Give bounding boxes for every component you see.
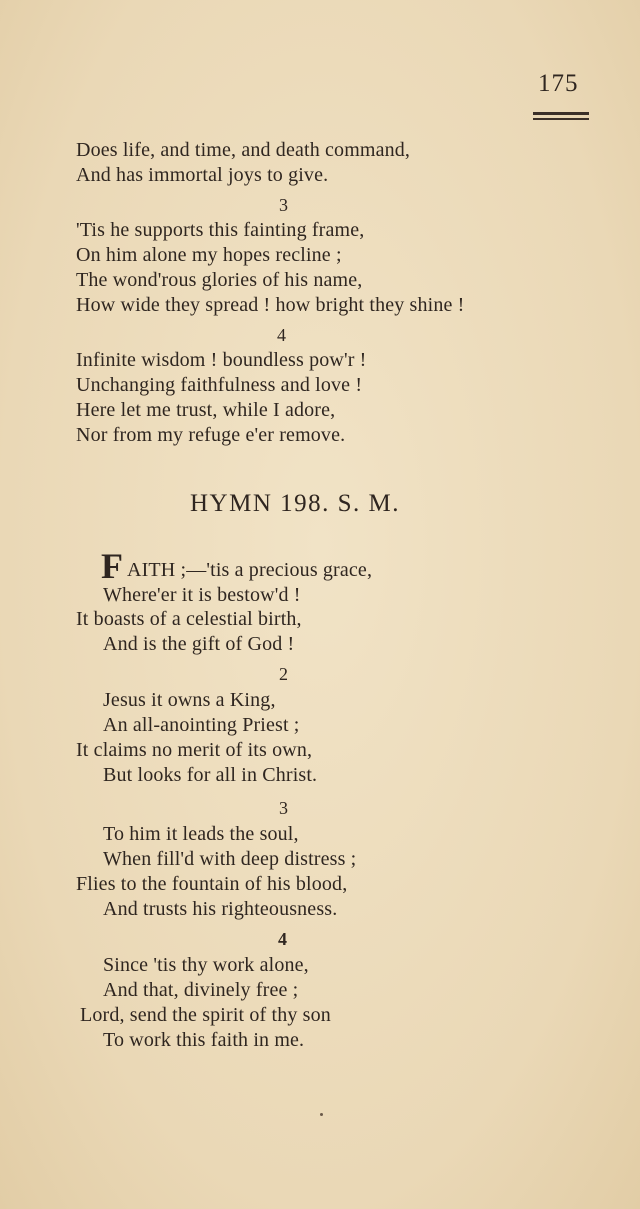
verse-line: Since 'tis thy work alone, (103, 954, 309, 976)
verse-line: But looks for all in Christ. (103, 764, 318, 786)
verse-line: And that, divinely free ; (103, 979, 299, 1001)
verse-line: Flies to the fountain of his blood, (76, 873, 348, 895)
stanza-number: 2 (279, 664, 288, 684)
verse-line: The wond'rous glories of his name, (76, 269, 363, 291)
verse-line: Jesus it owns a King, (103, 689, 276, 711)
stanza-number: 4 (278, 929, 287, 949)
verse-line: It boasts of a celestial birth, (76, 608, 302, 630)
drop-cap: F (101, 546, 123, 586)
verse-line: How wide they spread ! how bright they shine ! (76, 294, 465, 316)
verse-line: And trusts his righteousness. (103, 898, 338, 920)
header-rule (533, 112, 589, 115)
verse-line: And is the gift of God ! (103, 633, 295, 655)
verse-line: Unchanging faithfulness and love ! (76, 374, 363, 396)
verse-line: Does life, and time, and death command, (76, 139, 411, 161)
stanza-number: 3 (279, 798, 288, 818)
verse-line: Nor from my refuge e'er remove. (76, 424, 346, 446)
header-rule (533, 118, 589, 120)
paper-speck (320, 1113, 323, 1116)
verse-line: Lord, send the spirit of thy son (80, 1004, 331, 1026)
verse-line: When fill'd with deep distress ; (103, 848, 357, 870)
stanza-number: 4 (277, 325, 286, 345)
hymn-title: HYMN 198. S. M. (190, 490, 401, 517)
verse-line: 'Tis he supports this fainting frame, (76, 219, 365, 241)
page-number: 175 (538, 70, 579, 97)
stanza-number: 3 (279, 195, 288, 215)
verse-line: And has immortal joys to give. (76, 164, 329, 186)
verse-line: To him it leads the soul, (103, 823, 299, 845)
verse-line: An all-anointing Priest ; (103, 714, 300, 736)
verse-line: On him alone my hopes recline ; (76, 244, 342, 266)
verse-line: Infinite wisdom ! boundless pow'r ! (76, 349, 367, 371)
verse-line: AITH ;—'tis a precious grace, (127, 559, 373, 581)
verse-line: Where'er it is bestow'd ! (103, 584, 301, 606)
verse-line: It claims no merit of its own, (76, 739, 313, 761)
verse-line: Here let me trust, while I adore, (76, 399, 336, 421)
verse-line: To work this faith in me. (103, 1029, 305, 1051)
